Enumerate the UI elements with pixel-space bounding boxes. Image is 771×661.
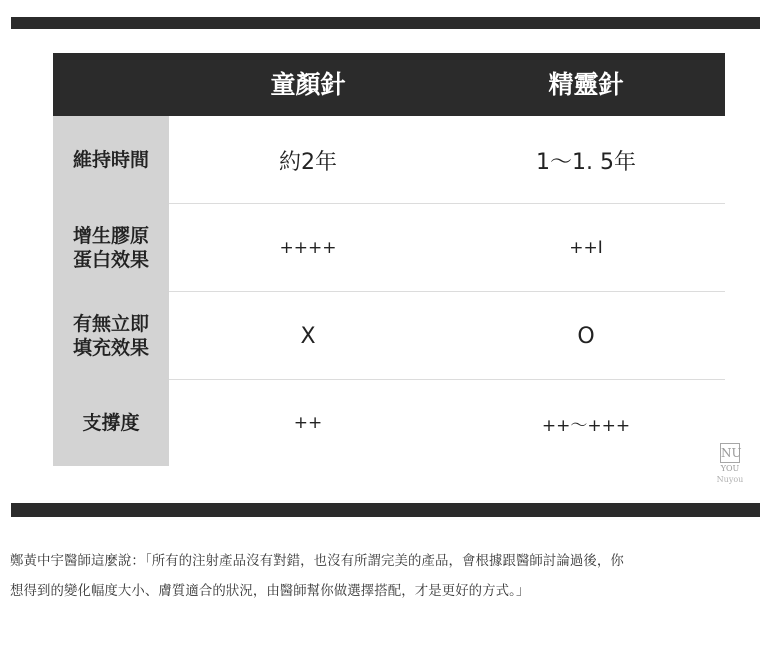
row-label — [53, 204, 169, 292]
logo-sub-text: YOU — [720, 464, 740, 473]
row-label-line: 支撐度 — [82, 412, 140, 434]
table-row — [53, 204, 725, 292]
quote-line: 想得到的變化幅度大小、膚質適合的狀況，由醫師幫你做選擇搭配，才是更好的方式。」 — [10, 584, 530, 599]
logo-brand-text: Nuyou — [716, 475, 744, 484]
table-header — [53, 53, 725, 116]
cell-value: ++++ — [279, 238, 337, 258]
bottom-divider-bar — [11, 503, 760, 517]
top-divider-bar — [11, 17, 760, 29]
row-label-line: 有無立即 — [72, 313, 149, 335]
table-row — [53, 380, 725, 466]
cell-value: ++Ⅰ — [569, 238, 603, 258]
quote-line: 鄭黃中宇醫師這麼說：「所有的注射產品沒有對錯，也沒有所謂完美的產品，會根據跟醫師討論過後，你 — [10, 554, 624, 569]
row-label-line: 填充效果 — [72, 337, 149, 359]
cell-value: 1～1. 5年 — [536, 149, 636, 175]
row-label — [53, 380, 169, 466]
header-col-2: 精靈針 — [548, 70, 624, 99]
table-row — [53, 116, 725, 204]
doctor-quote-paragraph — [10, 547, 762, 607]
cell-value: O — [577, 323, 595, 349]
table-row — [53, 292, 725, 380]
header-col-1: 童顏針 — [270, 70, 346, 99]
cell-value: 約2年 — [279, 149, 337, 175]
nuyou-watermark-logo — [715, 443, 745, 495]
logo-box: NU — [720, 443, 740, 463]
row-label-line: 增生膠原 — [72, 225, 149, 247]
row-label — [53, 116, 169, 204]
cell-value: X — [300, 323, 316, 349]
row-label — [53, 292, 169, 380]
row-label-line: 維持時間 — [72, 149, 149, 171]
cell-value: ++ — [293, 413, 323, 433]
cell-value: ++～+++ — [541, 415, 631, 436]
row-label-line: 蛋白效果 — [72, 249, 149, 271]
